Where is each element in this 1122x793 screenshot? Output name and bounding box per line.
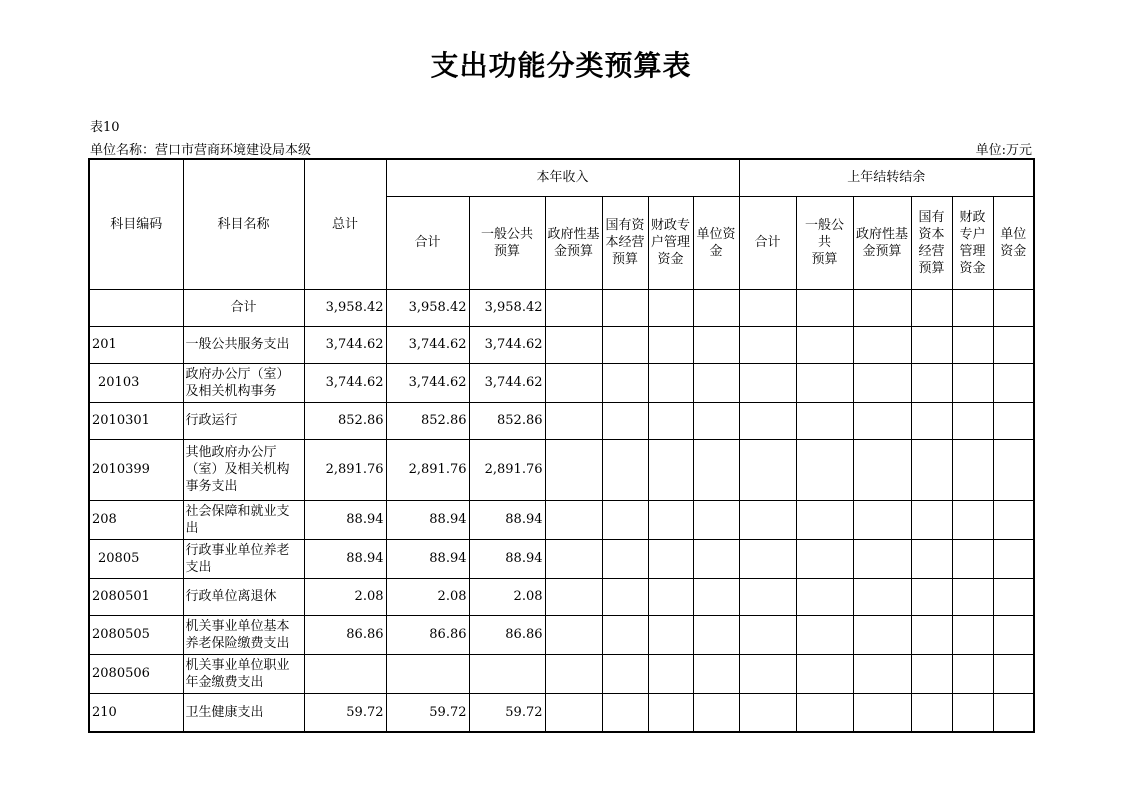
cell-empty: [602, 363, 648, 402]
table-row: [89, 326, 1034, 363]
cell-empty: [952, 500, 993, 539]
cell-empty: [602, 500, 648, 539]
cell-name: [183, 693, 304, 732]
cell-empty: [853, 615, 911, 654]
cell-empty: [952, 363, 993, 402]
cell-name-line: 行政运行: [185, 413, 238, 428]
cell-empty: [796, 402, 853, 439]
cell-name-line: 年金缴费支出: [185, 674, 264, 690]
cell-empty: [952, 402, 993, 439]
cell-name-line: 出: [185, 520, 199, 536]
cell-total: 2,891.76: [304, 439, 386, 500]
table-row: [89, 654, 1034, 693]
cell-empty: [602, 578, 648, 615]
cell-empty: [993, 539, 1034, 578]
cell-empty: [952, 654, 993, 693]
header-co-state-capital: 国有 资本 经营 预算: [911, 196, 952, 289]
cell-empty: [545, 289, 602, 326]
table-row: [89, 402, 1034, 439]
cell-name: [183, 578, 304, 615]
cell-empty: [796, 289, 853, 326]
cell-empty: [602, 654, 648, 693]
cell-code: 208: [89, 500, 183, 539]
cell-empty: [545, 500, 602, 539]
cell-code: 210: [89, 693, 183, 732]
cell-total: 852.86: [304, 402, 386, 439]
cell-empty: [648, 693, 693, 732]
cell-name: [183, 326, 304, 363]
cell-cur-sum: 3,744.62: [386, 326, 469, 363]
cell-empty: [739, 693, 796, 732]
cell-empty: [545, 654, 602, 693]
cell-cur-general: 2,891.76: [469, 439, 545, 500]
cell-empty: [545, 693, 602, 732]
cell-empty: [952, 539, 993, 578]
table-row: [89, 578, 1034, 615]
table-row: [89, 693, 1034, 732]
cell-empty: [648, 615, 693, 654]
header-code: 科目编码: [89, 159, 183, 289]
cell-empty: [693, 402, 739, 439]
page-title: 支出功能分类预算表: [430, 49, 692, 82]
cell-empty: [796, 500, 853, 539]
cell-empty: [853, 439, 911, 500]
cell-empty: [952, 693, 993, 732]
cell-empty: [911, 289, 952, 326]
cell-empty: [602, 615, 648, 654]
cell-empty: [739, 500, 796, 539]
cell-empty: [648, 326, 693, 363]
cell-cur-sum: 3,958.42: [386, 289, 469, 326]
cell-empty: [911, 439, 952, 500]
header-cur-state-capital: 国有资 本经营 预算: [602, 196, 648, 289]
table-row: [89, 289, 1034, 326]
cell-empty: [796, 578, 853, 615]
cell-empty: [853, 326, 911, 363]
header-cur-general: 一般公共 预算: [469, 196, 545, 289]
cell-cur-sum: 2,891.76: [386, 439, 469, 500]
cell-empty: [796, 363, 853, 402]
table-number: 表10: [90, 120, 120, 135]
cell-code: 201: [89, 326, 183, 363]
cell-empty: [993, 693, 1034, 732]
cell-empty: [545, 578, 602, 615]
cell-empty: [693, 289, 739, 326]
cell-empty: [739, 439, 796, 500]
cell-total: 88.94: [304, 539, 386, 578]
cell-empty: [853, 363, 911, 402]
cell-cur-general: 3,744.62: [469, 363, 545, 402]
cell-empty: [693, 326, 739, 363]
cell-empty: [993, 326, 1034, 363]
cell-empty: [602, 402, 648, 439]
cell-empty: [993, 654, 1034, 693]
cell-name-line: 支出: [185, 559, 212, 575]
cell-cur-sum: 59.72: [386, 693, 469, 732]
cell-empty: [693, 439, 739, 500]
unit-name: 单位名称：营口市营商环境建设局本级: [90, 143, 312, 158]
cell-empty: [545, 539, 602, 578]
cell-empty: [853, 402, 911, 439]
cell-empty: [952, 578, 993, 615]
cell-name-line: 行政事业单位养老: [185, 542, 290, 558]
cell-cur-sum: [386, 654, 469, 693]
cell-cur-general: 86.86: [469, 615, 545, 654]
cell-empty: [648, 402, 693, 439]
cell-empty: [853, 578, 911, 615]
header-name: 科目名称: [183, 159, 304, 289]
cell-name-line: 养老保险缴费支出: [185, 635, 290, 651]
cell-name: [183, 402, 304, 439]
cell-name-line: 其他政府办公厅: [185, 445, 277, 460]
cell-name-line: 卫生健康支出: [185, 704, 264, 720]
cell-cur-general: 88.94: [469, 539, 545, 578]
cell-empty: [648, 439, 693, 500]
cell-cur-sum: 852.86: [386, 402, 469, 439]
header-cur-sum: 合计: [386, 196, 469, 289]
cell-empty: [545, 402, 602, 439]
cell-empty: [693, 615, 739, 654]
cell-code: 20805: [89, 539, 183, 578]
cell-empty: [693, 693, 739, 732]
cell-code: 2010399: [89, 439, 183, 500]
currency-unit: 单位:万元: [975, 143, 1032, 158]
cell-name-line: 及相关机构事务: [185, 383, 277, 399]
cell-total: 3,744.62: [304, 363, 386, 402]
cell-empty: [693, 578, 739, 615]
cell-empty: [796, 439, 853, 500]
cell-empty: [853, 654, 911, 693]
cell-empty: [796, 615, 853, 654]
cell-empty: [796, 654, 853, 693]
cell-name: [183, 500, 304, 539]
cell-empty: [952, 615, 993, 654]
cell-name: [183, 539, 304, 578]
cell-total: 2.08: [304, 578, 386, 615]
cell-cur-sum: 3,744.62: [386, 363, 469, 402]
cell-empty: [545, 363, 602, 402]
header-cur-fund: 政府性基 金预算: [545, 196, 602, 289]
cell-cur-general: 3,958.42: [469, 289, 545, 326]
cell-empty: [853, 693, 911, 732]
cell-empty: [602, 693, 648, 732]
header-current-income: 本年收入: [386, 159, 739, 196]
cell-empty: [648, 539, 693, 578]
cell-empty: [648, 363, 693, 402]
cell-code: 2080501: [89, 578, 183, 615]
table-row: [89, 363, 1034, 402]
cell-empty: [993, 289, 1034, 326]
cell-name-line: 政府办公厅（室）: [185, 366, 290, 382]
header-cur-special: 财政专 户管理 资金: [648, 196, 693, 289]
header-co-unit: 单位 资金: [993, 196, 1034, 289]
cell-empty: [952, 326, 993, 363]
cell-empty: [911, 500, 952, 539]
cell-empty: [993, 615, 1034, 654]
cell-name: [183, 363, 304, 402]
table-row: [89, 439, 1034, 500]
cell-cur-sum: 88.94: [386, 500, 469, 539]
table-row: [89, 500, 1034, 539]
cell-cur-general: 2.08: [469, 578, 545, 615]
cell-total: [304, 654, 386, 693]
cell-total: 3,744.62: [304, 326, 386, 363]
budget-table: [88, 158, 1035, 733]
cell-empty: [911, 326, 952, 363]
cell-empty: [739, 326, 796, 363]
cell-cur-general: 59.72: [469, 693, 545, 732]
cell-name-line: 行政单位离退休: [185, 589, 277, 604]
cell-empty: [911, 654, 952, 693]
cell-cur-general: [469, 654, 545, 693]
header-co-fund: 政府性基 金预算: [853, 196, 911, 289]
cell-empty: [952, 289, 993, 326]
header-carryover: 上年结转结余: [739, 159, 1034, 196]
cell-empty: [993, 439, 1034, 500]
header-co-general: 一般公 共 预算: [796, 196, 853, 289]
cell-empty: [853, 500, 911, 539]
cell-empty: [853, 539, 911, 578]
cell-empty: [911, 402, 952, 439]
cell-empty: [693, 654, 739, 693]
cell-cur-sum: 86.86: [386, 615, 469, 654]
cell-empty: [648, 289, 693, 326]
cell-empty: [602, 326, 648, 363]
cell-name-line: 一般公共服务支出: [185, 337, 290, 352]
header-co-sum: 合计: [739, 196, 796, 289]
cell-cur-general: 3,744.62: [469, 326, 545, 363]
cell-cur-sum: 88.94: [386, 539, 469, 578]
cell-empty: [739, 654, 796, 693]
cell-empty: [739, 539, 796, 578]
cell-empty: [911, 615, 952, 654]
cell-empty: [796, 326, 853, 363]
cell-empty: [545, 326, 602, 363]
cell-name-line: 合计: [230, 300, 257, 315]
cell-empty: [648, 500, 693, 539]
table-row: [89, 539, 1034, 578]
cell-total: 3,958.42: [304, 289, 386, 326]
cell-empty: [853, 289, 911, 326]
cell-code: 2080505: [89, 615, 183, 654]
cell-empty: [648, 654, 693, 693]
cell-empty: [739, 402, 796, 439]
cell-empty: [693, 500, 739, 539]
cell-empty: [993, 402, 1034, 439]
cell-name-line: 机关事业单位职业: [185, 657, 290, 673]
cell-code: 2080506: [89, 654, 183, 693]
cell-name: [183, 615, 304, 654]
cell-total: 59.72: [304, 693, 386, 732]
cell-cur-general: 852.86: [469, 402, 545, 439]
cell-total: 88.94: [304, 500, 386, 539]
cell-total: 86.86: [304, 615, 386, 654]
cell-name: [183, 654, 304, 693]
cell-name: [183, 289, 304, 326]
cell-empty: [911, 578, 952, 615]
cell-cur-general: 88.94: [469, 500, 545, 539]
cell-empty: [993, 363, 1034, 402]
cell-code: 2010301: [89, 402, 183, 439]
cell-empty: [602, 289, 648, 326]
cell-code: 20103: [89, 363, 183, 402]
cell-empty: [911, 539, 952, 578]
cell-name-line: （室）及相关机构: [185, 462, 290, 477]
header-co-special: 财政 专户 管理 资金: [952, 196, 993, 289]
cell-empty: [739, 615, 796, 654]
header-cur-unit: 单位资 金: [693, 196, 739, 289]
cell-name-line: 机关事业单位基本: [185, 618, 290, 634]
cell-empty: [796, 693, 853, 732]
cell-empty: [739, 289, 796, 326]
cell-cur-sum: 2.08: [386, 578, 469, 615]
cell-empty: [911, 363, 952, 402]
cell-empty: [993, 500, 1034, 539]
cell-name-line: 社会保障和就业支: [185, 503, 290, 519]
cell-empty: [693, 363, 739, 402]
table-row: [89, 615, 1034, 654]
cell-empty: [911, 693, 952, 732]
cell-empty: [545, 615, 602, 654]
header-total: 总计: [304, 159, 386, 289]
cell-empty: [739, 363, 796, 402]
cell-empty: [693, 539, 739, 578]
cell-empty: [952, 439, 993, 500]
cell-empty: [602, 539, 648, 578]
cell-empty: [796, 539, 853, 578]
cell-empty: [993, 578, 1034, 615]
cell-empty: [739, 578, 796, 615]
cell-empty: [602, 439, 648, 500]
cell-code: [89, 289, 183, 326]
cell-name-line: 事务支出: [185, 479, 238, 494]
cell-empty: [545, 439, 602, 500]
cell-empty: [648, 578, 693, 615]
cell-name: [183, 439, 304, 500]
